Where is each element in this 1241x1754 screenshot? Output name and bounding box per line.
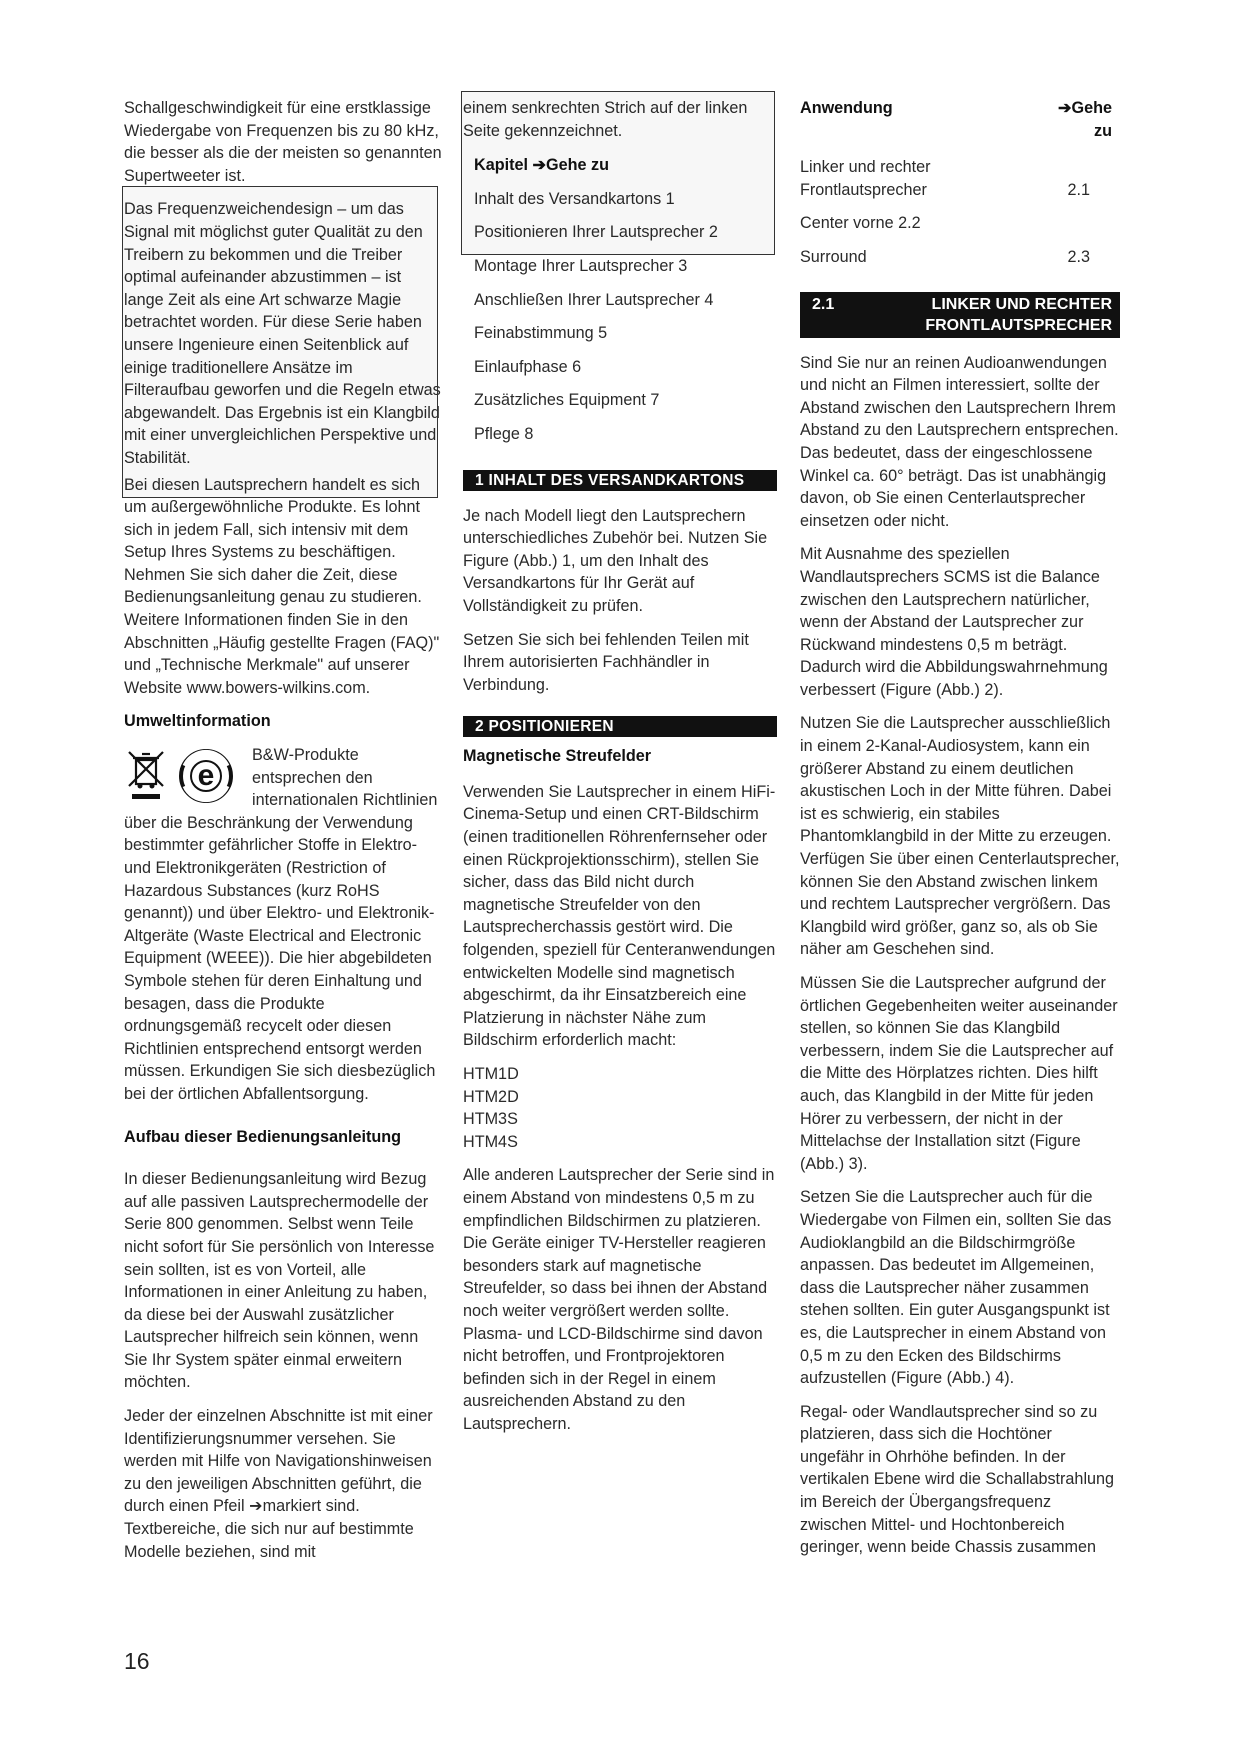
compliance-icons (124, 746, 242, 804)
toc-heading: Kapitel ➔Gehe zu (474, 156, 609, 175)
heading-magnetic: Magnetische Streufelder (463, 747, 652, 766)
environment-block (124, 744, 442, 1106)
column-middle (463, 97, 777, 1447)
table-head-application: Anwendung (800, 99, 893, 117)
weee-crossed-bin-icon (124, 746, 242, 804)
section-2-title: 2 POSITIONIEREN (463, 716, 777, 737)
table-cell-section: 2.1 (1067, 180, 1090, 199)
column-left (124, 97, 442, 1574)
paragraph-products: Bei diesen Lautsprechern handelt es sich um außergewöhnliche Produkte. Es lohnt sich in jedem Fall, sich intensiv mit dem Setup Ihres Systems zu beschäftigen. Nehmen Sie sich daher die Zeit, diese Bedienungsanleitung genau zu studieren. Weitere Informationen finden Sie in den Abschnitten „Häufig gestellte Fragen (FAQ)" und „Technische Merkmale" auf unserer Website www.bowers-wilkins.com. (124, 475, 440, 697)
boxed-toc-note (463, 97, 777, 244)
paragraph-continued: einem senkrechten Strich auf der linken Seite gekennzeichnet. (463, 99, 748, 140)
model-4: HTM4S (463, 1132, 518, 1151)
model-1: HTM1D (463, 1065, 519, 1083)
paragraph-intro: Schallgeschwindigkeit für eine erstklassige Wiedergabe von Frequenzen bis zu 80 kHz, die besser als die der meisten so genannten Supertweeter ist. (124, 99, 442, 185)
heading-environment: Umweltinformation (124, 712, 271, 731)
table-cell-section (1044, 212, 1121, 246)
model-3: HTM3S (463, 1110, 518, 1129)
paragraph-structure-1: In dieser Bedienungsanleitung wird Bezug auf alle passiven Lautsprechermodelle der Serie 800 genommen. Selbst wenn Teile nicht sofort für Sie persönlich von Interesse sein sollten, ist es von Vorteil, alle Informationen in einer Anleitung zu haben, da diese bei der Auswahl zusätzlicher Lautsprecher hilfreich sein können, wenn Sie Ihr System später einmal erweitern möchten. (124, 1170, 435, 1392)
table-row (800, 156, 1120, 212)
paragraph-sec1-b: Setzen Sie sich bei fehlenden Teilen mit Ihrem autorisierten Fachhändler in Verbindung. (463, 630, 749, 694)
table-row (800, 212, 1120, 246)
paragraph-2: Mit Ausnahme des speziellen Wandlautsprechers SCMS ist die Balance zwischen den Lautsprechern natürlicher, wenn der Abstand der Lautsprecher zur Rückwand mindestens 0,5 m beträgt. Dadurch wird die Abbildungswahrnehmung verbessert (Figure (Abb.) 2). (800, 545, 1108, 699)
paragraph-others: Alle anderen Lautsprecher der Serie sind in einem Abstand von mindestens 0,5 m zu empfindlichen Bildschirmen zu platzieren. Die Geräte einiger TV-Hersteller reagieren besonders stark auf magnetische Streufelder, so dass bei ihnen der Abstand noch weiter vergrößert werden sollte. Plasma- und LCD-Bildschirme sind davon nicht betroffen, und Frontprojektoren befinden sich in der Regel in einem ausreichenden Abstand zu den Lautsprechern. (463, 1166, 775, 1433)
page-number: 16 (124, 1648, 150, 1674)
table-cell-label: Center vorne 2.2 (800, 214, 921, 233)
toc-item-7: Zusätzliches Equipment 7 (474, 391, 660, 410)
toc-item-6: Einlaufphase 6 (474, 357, 582, 376)
section-1-title: 1 INHALT DES VERSANDKARTONS (463, 470, 777, 491)
table-cell-section: 2.3 (1067, 247, 1090, 266)
paragraph-3: Nutzen Sie die Lautsprecher ausschließlich in einem 2-Kanal-Audiosystem, kann ein größerer Abstand zu einem deutlichen akustischen Loch in der Mitte führen. Dabei ist es schwierig, ein stabiles Phantomklangbild in der Mitte zu erzeugen. Verfügen Sie über einen Centerlautsprecher, können Sie den Abstand zwischen linkem und rechtem Lautsprecher vergrößern. Das Klangbild wird größer, ganz so, als ob Sie näher am Geschehen sind. (800, 714, 1120, 959)
paragraph-filter: Das Frequenzweichendesign – um das Signal mit möglichst guter Qualität zu den Treibern zu bekommen und die Treiber optimal aufeinander abzustimmen – ist lange Zeit als eine Art schwarze Magie betrachtet worden. Für diese Serie haben unsere Ingenieure einen Seitenblick auf einige traditionellere Ansätze im Filteraufbau geworfen und die Regeln etwas abgewandelt. Das Ergebnis ist ein Klangbild mit einer unvergleichlichen Perspektive und Stabilität. (124, 200, 441, 467)
paragraph-structure-2: Jeder der einzelnen Abschnitte ist mit einer Identifizierungsnummer versehen. Sie werden mit Hilfe von Navigationshinweisen zu den jeweiligen Abschnitten geführt, die durch einen Pfeil ➔markiert sind. Textbereiche, die sich nur auf bestimmte Modelle beziehen, sind mit (124, 1407, 433, 1561)
paragraph-sec1-a: Je nach Modell liegt den Lautsprechern unterschiedliches Zubehör bei. Nutzen Sie Figure (Abb.) 1, um den Inhalt des Versandkartons für Ihr Gerät auf Vollständigkeit zu prüfen. (463, 506, 768, 615)
toc-item-1: Inhalt des Versandkartons 1 (474, 189, 675, 208)
column-right (800, 97, 1120, 1570)
table-head-goto: ➔Gehe zu (1057, 99, 1112, 140)
paragraph-5: Setzen Sie die Lautsprecher auch für die Wiedergabe von Filmen ein, sollten Sie das Audioklangbild an die Bildschirmgröße anpassen. Das bedeutet im Allgemeinen, dass die Lautsprecher näher zusammen stehen sollten. Ein guter Ausgangspunkt ist es, die Lautsprecher in einem Abstand von 0,5 m zu den Ecken des Bildschirms aufzustellen (Figure (Abb.) 4). (800, 1188, 1112, 1388)
application-table (800, 97, 1120, 280)
boxed-filter-note (124, 198, 442, 469)
toc-item-3: Montage Ihrer Lautsprecher 3 (474, 256, 688, 275)
toc-item-4: Anschließen Ihrer Lautsprecher 4 (474, 290, 714, 309)
paragraph-6: Regal- oder Wandlautsprecher sind so zu platzieren, dass sich die Hochtöner ungefähr in Ohrhöhe befinden. In der vertikalen Ebene wird die Schallabstrahlung im Bereich der Übergangsfrequenz zwischen Mittel- und Hochtonbereich geringer, wenn beide Chassis zusammen (800, 1402, 1115, 1557)
table-cell-label: Linker und rechter Frontlautsprecher (800, 158, 931, 199)
model-2: HTM2D (463, 1087, 519, 1106)
models-list (463, 1063, 777, 1153)
heading-structure: Aufbau dieser Bedienungsanleitung (124, 1127, 402, 1146)
paragraph-1: Sind Sie nur an reinen Audioanwendungen und nicht an Filmen interessiert, sollte der Abstand zwischen den Lautsprechern Ihrem Abstand zu den Lautsprechern entsprechen. Das bedeutet, dass der eingeschlossene Winkel ca. 60° beträgt. Das ist unabhängig davon, ob Sie einen Centerlautsprecher einsetzen oder nicht. (800, 353, 1119, 530)
table-row (800, 246, 1120, 280)
section-2-1-title (800, 292, 1120, 338)
section-number: 2.1 (812, 295, 835, 313)
paragraph-4: Müssen Sie die Lautsprecher aufgrund der örtlichen Gegebenheiten weiter auseinander stellen, so können Sie das Klangbild verbessern, indem Sie die Lautsprecher auf die Mitte des Hörplatzes richten. Dies hilft auch, das Klangbild in der Mitte für jeden Hörer zu verbessern, der nicht in der Mittelachse der Installation sitzt (Figure (Abb.) 3). (800, 974, 1118, 1173)
toc-item-5: Feinabstimmung 5 (474, 324, 608, 343)
table-cell-label: Surround (800, 247, 867, 266)
toc-item-8: Pflege 8 (474, 424, 534, 443)
paragraph-magnetic: Verwenden Sie Lautsprecher in einem HiFi-Cinema-Setup und einen CRT-Bildschirm (einen traditionellen Röhrenfernseher oder einen Rückprojektionsschirm), stellen Sie sicher, dass das Bild nicht durch magnetische Streufelder von den Lautsprecherchassis gestört wird. Die folgenden, speziell für Centeranwendungen entwickelten Modelle sind magnetisch abgeschirmt, da ihr Einsatzbereich eine Platzierung in nächster Nähe zum Bildschirm erforderlich macht: (463, 782, 776, 1050)
section-title: LINKER UND RECHTER FRONTLAUTSPRECHER (925, 295, 1112, 334)
toc-item-2: Positionieren Ihrer Lautsprecher 2 (474, 223, 718, 242)
paragraph-environment: B&W-Produkte entsprechen den internationalen Richtlinien über die Beschränkung der Verwendung bestimmter gefährlicher Stoffe in Elektro- und Elektronikgeräten (Restriction of Hazardous Substances (kurz RoHS genannt)) und über Elektro- und Elektronik-Altgeräte (Waste Electrical and Electronic Equipment (WEEE)). Die hier abgebildeten Symbole stehen für deren Einhaltung und besagen, dass die Produkte ordnungsgemäß recycelt oder diesen Richtlinien entsprechend entsorgt werden müssen. Erkundigen Sie sich diesbezüglich bei der örtlichen Abfallentsorgung. (124, 746, 438, 1103)
svg-text:e: e (197, 759, 215, 793)
